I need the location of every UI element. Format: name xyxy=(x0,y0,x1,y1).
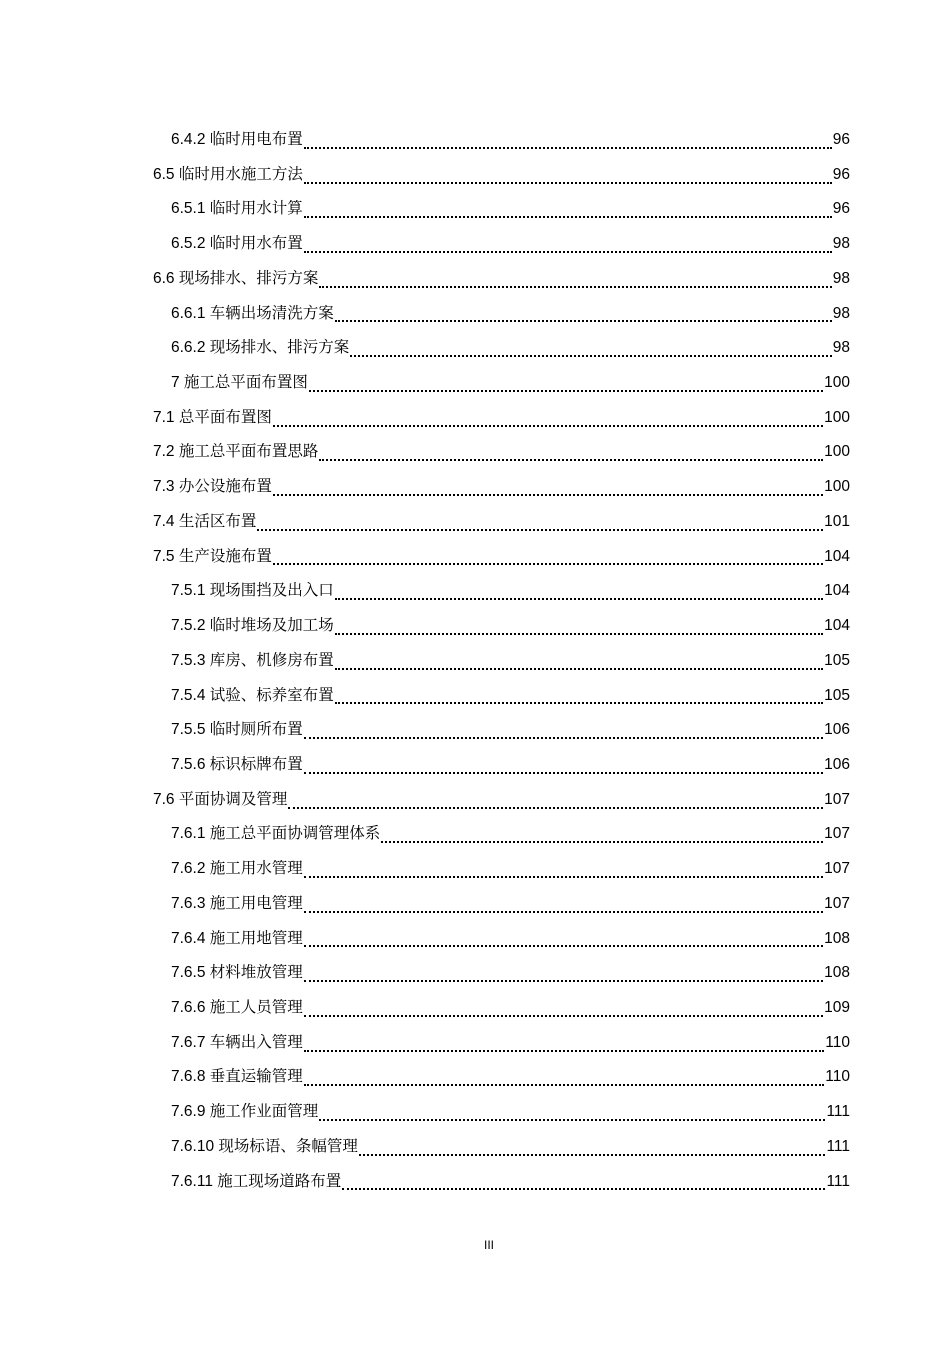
toc-entry-page: 111 xyxy=(826,1137,850,1155)
dot-leader xyxy=(335,632,823,635)
toc-entry-title: 7.5.2 临时堆场及加工场 xyxy=(171,617,334,635)
dot-leader xyxy=(304,1049,825,1052)
toc-entry-title: 6.5.2 临时用水布置 xyxy=(171,235,303,253)
dot-leader xyxy=(335,667,823,670)
toc-entry[interactable] xyxy=(153,609,850,644)
dot-leader xyxy=(381,840,823,843)
toc-entry[interactable] xyxy=(153,817,850,852)
toc-entry[interactable] xyxy=(153,679,850,714)
toc-entry-title: 6.6 现场排水、排污方案 xyxy=(153,269,319,287)
dot-leader xyxy=(335,597,823,600)
toc-entry-title: 7.5.6 标识标牌布置 xyxy=(171,755,303,773)
toc-entry-title: 7.6.1 施工总平面协调管理体系 xyxy=(171,825,381,843)
toc-entry-page: 98 xyxy=(832,235,850,253)
toc-entry-page: 101 xyxy=(824,512,850,530)
page-number: III xyxy=(483,1238,494,1252)
toc-entry-title: 7.1 总平面布置图 xyxy=(153,408,272,426)
dot-leader xyxy=(304,215,832,218)
dot-leader xyxy=(309,389,823,392)
dot-leader xyxy=(304,944,823,947)
toc-entry-page: 100 xyxy=(824,408,850,426)
dot-leader xyxy=(304,146,832,149)
toc-entry-title: 6.6.2 现场排水、排污方案 xyxy=(171,339,350,357)
toc-entry[interactable] xyxy=(153,505,850,540)
toc-entry-page: 96 xyxy=(832,200,850,218)
dot-leader xyxy=(304,771,823,774)
toc-entry-page: 105 xyxy=(824,651,850,669)
toc-entry-title: 6.5.1 临时用水计算 xyxy=(171,200,303,218)
toc-entry-page: 104 xyxy=(824,547,850,565)
toc-entry-page: 111 xyxy=(826,1172,850,1190)
toc-entry[interactable] xyxy=(153,1060,850,1095)
toc-entry-title: 7.3 办公设施布置 xyxy=(153,478,272,496)
toc-entry-title: 7.2 施工总平面布置思路 xyxy=(153,443,319,461)
dot-leader xyxy=(304,736,823,739)
toc-entry[interactable] xyxy=(153,922,850,957)
toc-entry[interactable] xyxy=(153,1130,850,1165)
dot-leader xyxy=(304,979,823,982)
toc-entry-page: 96 xyxy=(832,131,850,148)
toc-entry-title: 7.5.4 试验、标养室布置 xyxy=(171,686,334,704)
toc-entry[interactable] xyxy=(153,540,850,575)
toc-entry-title: 7.6.10 现场标语、条幅管理 xyxy=(171,1137,358,1155)
toc-entry-page: 107 xyxy=(824,860,850,878)
toc-entry-page: 107 xyxy=(824,790,850,808)
toc-entry-page: 106 xyxy=(824,755,850,773)
toc-entry[interactable] xyxy=(153,123,850,158)
toc-entry-page: 104 xyxy=(824,617,850,635)
dot-leader xyxy=(273,493,823,496)
toc-entry[interactable] xyxy=(153,991,850,1026)
toc-entry-page: 100 xyxy=(824,443,850,461)
toc-entry[interactable] xyxy=(153,158,850,193)
dot-leader xyxy=(304,181,832,184)
toc-entry-page: 104 xyxy=(824,582,850,600)
toc-entry-page: 110 xyxy=(825,1068,850,1086)
toc-entry[interactable] xyxy=(153,262,850,297)
toc-entry[interactable] xyxy=(153,435,850,470)
toc-entry[interactable] xyxy=(153,852,850,887)
dot-leader xyxy=(319,1118,825,1121)
toc-entry[interactable] xyxy=(153,887,850,922)
toc-entry[interactable] xyxy=(153,644,850,679)
toc-entry-title: 7.5.5 临时厕所布置 xyxy=(171,721,303,739)
toc-entry-title: 7.5.3 库房、机修房布置 xyxy=(171,651,334,669)
dot-leader xyxy=(257,528,823,531)
toc-entry-title: 7.5.1 现场围挡及出入口 xyxy=(171,582,334,600)
toc-entry-title: 7.5 生产设施布置 xyxy=(153,547,272,565)
toc-entry-title: 7.6.4 施工用地管理 xyxy=(171,929,303,947)
toc-entry-title: 7.6.9 施工作业面管理 xyxy=(171,1103,319,1121)
toc-entry-title: 7.6.11 施工现场道路布置 xyxy=(171,1172,342,1190)
toc-entry-page: 107 xyxy=(824,894,850,912)
toc-entry-title: 7.6.5 材料堆放管理 xyxy=(171,964,303,982)
dot-leader xyxy=(342,1187,825,1190)
toc-entry-title: 7.6.7 车辆出入管理 xyxy=(171,1033,303,1051)
toc-entry-page: 111 xyxy=(826,1103,850,1121)
toc-entry-page: 106 xyxy=(824,721,850,739)
dot-leader xyxy=(304,875,823,878)
dot-leader xyxy=(304,1014,823,1017)
dot-leader xyxy=(273,562,823,565)
dot-leader xyxy=(304,1083,825,1086)
dot-leader xyxy=(288,806,823,809)
toc-entry-page: 100 xyxy=(824,478,850,496)
dot-leader xyxy=(350,354,831,357)
toc-entry-page: 96 xyxy=(832,165,850,183)
toc-entry-page: 105 xyxy=(824,686,850,704)
table-of-contents xyxy=(153,123,850,1199)
dot-leader xyxy=(319,458,823,461)
toc-entry-page: 98 xyxy=(832,269,850,287)
toc-entry-title: 6.5 临时用水施工方法 xyxy=(153,165,303,183)
dot-leader xyxy=(335,319,832,322)
toc-entry-page: 108 xyxy=(824,964,850,982)
toc-entry[interactable] xyxy=(153,331,850,366)
toc-entry-page: 109 xyxy=(824,998,850,1016)
toc-entry-title: 7 施工总平面布置图 xyxy=(171,374,308,392)
dot-leader xyxy=(304,910,823,913)
toc-entry-page: 108 xyxy=(824,929,850,947)
toc-entry-title: 7.6.6 施工人员管理 xyxy=(171,998,303,1016)
toc-entry-page: 110 xyxy=(825,1033,850,1051)
toc-entry[interactable] xyxy=(153,1026,850,1061)
toc-entry[interactable] xyxy=(153,574,850,609)
toc-entry[interactable] xyxy=(153,713,850,748)
toc-entry-title: 7.6 平面协调及管理 xyxy=(153,790,288,808)
toc-entry[interactable] xyxy=(153,1095,850,1130)
toc-entry[interactable] xyxy=(153,401,850,436)
dot-leader xyxy=(304,250,832,253)
toc-entry-title: 7.6.8 垂直运输管理 xyxy=(171,1068,303,1086)
dot-leader xyxy=(359,1153,826,1156)
toc-entry[interactable] xyxy=(153,366,850,401)
toc-entry[interactable] xyxy=(153,956,850,991)
toc-entry-page: 98 xyxy=(832,304,850,322)
toc-entry[interactable] xyxy=(153,470,850,505)
toc-entry-page: 100 xyxy=(824,374,850,392)
toc-entry[interactable] xyxy=(153,297,850,332)
toc-entry[interactable] xyxy=(153,192,850,227)
dot-leader xyxy=(319,285,831,288)
toc-entry-title: 7.6.2 施工用水管理 xyxy=(171,860,303,878)
toc-entry[interactable] xyxy=(153,783,850,818)
toc-entry[interactable] xyxy=(153,227,850,262)
toc-entry-title: 6.4.2 临时用电布置 xyxy=(171,131,303,148)
dot-leader xyxy=(335,701,823,704)
toc-entry-title: 6.6.1 车辆出场清洗方案 xyxy=(171,304,334,322)
toc-entry[interactable] xyxy=(153,748,850,783)
toc-entry-title: 7.6.3 施工用电管理 xyxy=(171,894,303,912)
toc-entry-page: 98 xyxy=(832,339,850,357)
toc-entry[interactable] xyxy=(153,1165,850,1200)
toc-entry-title: 7.4 生活区布置 xyxy=(153,512,257,530)
toc-entry-page: 107 xyxy=(824,825,850,843)
dot-leader xyxy=(273,424,823,427)
